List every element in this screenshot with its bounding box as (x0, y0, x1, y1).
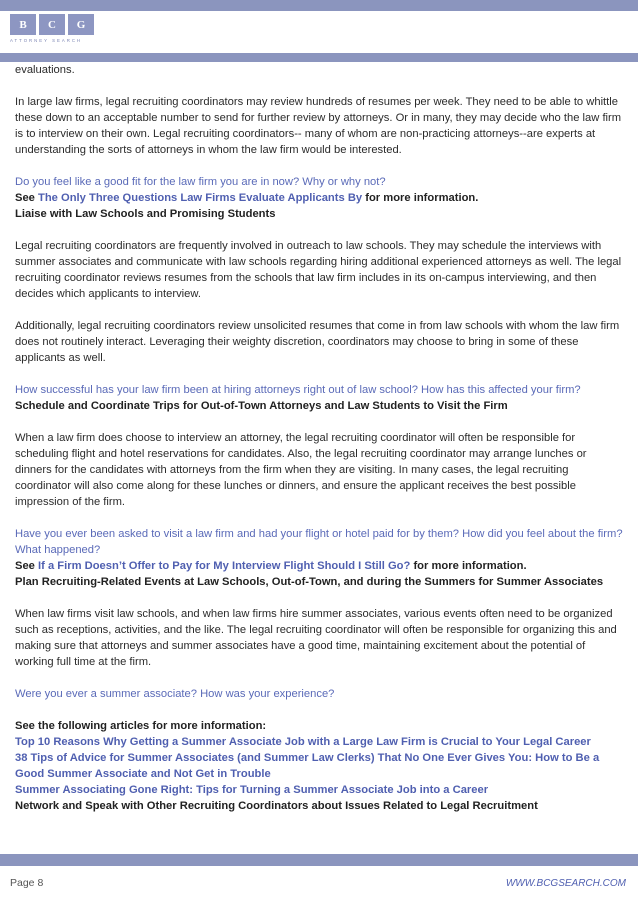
question-hiring-success: How successful has your law firm been at hiring attorneys right out of law school? How has this affected your firm? (15, 384, 581, 396)
header (0, 11, 638, 53)
see-prefix: See (15, 192, 39, 204)
link-38-tips[interactable]: 38 Tips of Advice for Summer Associates (and Summer Law Clerks) That No One Ever Gives You: How to Be a Good Summer Associate and Not Get in Trouble (15, 752, 600, 780)
link-interview-flight[interactable]: If a Firm Doesn’t Offer to Pay for My Interview Flight Should I Still Go? (38, 560, 411, 572)
link-three-questions[interactable]: The Only Three Questions Law Firms Evaluate Applicants By (38, 192, 363, 204)
article-body (15, 62, 623, 814)
website-link[interactable]: WWW.BCGSEARCH.COM (505, 878, 626, 889)
see-prefix: See (15, 560, 39, 572)
bcg-logo (10, 14, 94, 48)
link-top-10-reasons[interactable]: Top 10 Reasons Why Getting a Summer Associate Job with a Large Law Firm is Crucial to Your Legal Career (15, 736, 591, 748)
question-summer-associate: Were you ever a summer associate? How was your experience? (15, 688, 335, 700)
heading-schedule-trips: Schedule and Coordinate Trips for Out-of-Town Attorneys and Law Students to Visit the Firm (15, 400, 508, 412)
question-good-fit: Do you feel like a good fit for the law firm you are in now? Why or why not? (15, 176, 386, 188)
paragraph-large-firms: In large law firms, legal recruiting coordinators may review hundreds of resumes per week. They need to be able to whittle these down to an acceptable number to send for further review by attorneys. Or in many, they may decide who the law firm is to interview on their own. Legal recruiting coordinators-- many of whom are non-practicing attorneys--are experts at understanding the sorts of attorneys in whom the law firm would be interested. (15, 96, 622, 156)
see-also-interview-flight (15, 558, 623, 574)
paragraph-unsolicited: Additionally, legal recruiting coordinators review unsolicited resumes that come in from law schools with whom the law firm does not routinely interact. Leveraging their weighty discretion, coordinators may choose to bring in some of these applicants as well. (15, 320, 620, 364)
paragraph-evaluations: evaluations. (15, 64, 75, 76)
see-suffix: for more information. (410, 560, 527, 572)
logo-subtitle: ATTORNEY SEARCH (10, 38, 83, 43)
heading-liaise-law-schools: Liaise with Law Schools and Promising Students (15, 208, 276, 220)
top-accent-bar (0, 0, 638, 11)
logo-letter-boxes (10, 14, 94, 35)
paragraph-outreach: Legal recruiting coordinators are frequently involved in outreach to law schools. They may schedule the interviews with summer associates and communicate with law schools regarding hiring additional experienced attorneys as well. The legal recruiting coordinator reviews resumes from the schools that law firm includes in its on-campus interviewing, and then decides which applicants to interview. (15, 240, 622, 300)
heading-plan-events: Plan Recruiting-Related Events at Law Schools, Out-of-Town, and during the Summers for Summer Associates (15, 576, 604, 588)
see-following-articles: See the following articles for more information: (15, 720, 267, 732)
footer-accent-bar (0, 854, 638, 866)
header-divider-bar (0, 53, 638, 62)
page-number: Page 8 (10, 877, 44, 889)
link-summer-associating-gone-right[interactable]: Summer Associating Gone Right: Tips for Turning a Summer Associate Job into a Career (15, 784, 489, 796)
see-also-three-questions (15, 190, 623, 206)
logo-letter-g: G (68, 14, 94, 35)
paragraph-interview-travel: When a law firm does choose to interview an attorney, the legal recruiting coordinator will often be responsible for scheduling flight and hotel reservations for candidates. Also, the legal recruiting coordinator may arrange lunches or dinners for the candidates with attorneys from the firm when they are visiting. In many cases, the legal recruiting coordinator will also come along for these lunches or dinners, and ensure the applicant receives the best possible impression of the firm. (15, 432, 587, 508)
question-visit-firm: Have you ever been asked to visit a law firm and had your flight or hotel paid for by them? How did you feel about the firm? What happened? (15, 528, 623, 556)
heading-network-coordinators: Network and Speak with Other Recruiting Coordinators about Issues Related to Legal Recruitment (15, 800, 538, 812)
see-suffix: for more information. (362, 192, 479, 204)
paragraph-events: When law firms visit law schools, and when law firms hire summer associates, various events often need to be organized such as receptions, activities, and the like. The legal recruiting coordinator will often be responsible for organizing this and making sure that attorneys and summer associates have a good time, maintaining excitement about the potential of working full time at the firm. (15, 608, 617, 668)
logo-letter-c: C (39, 14, 65, 35)
logo-letter-b: B (10, 14, 36, 35)
